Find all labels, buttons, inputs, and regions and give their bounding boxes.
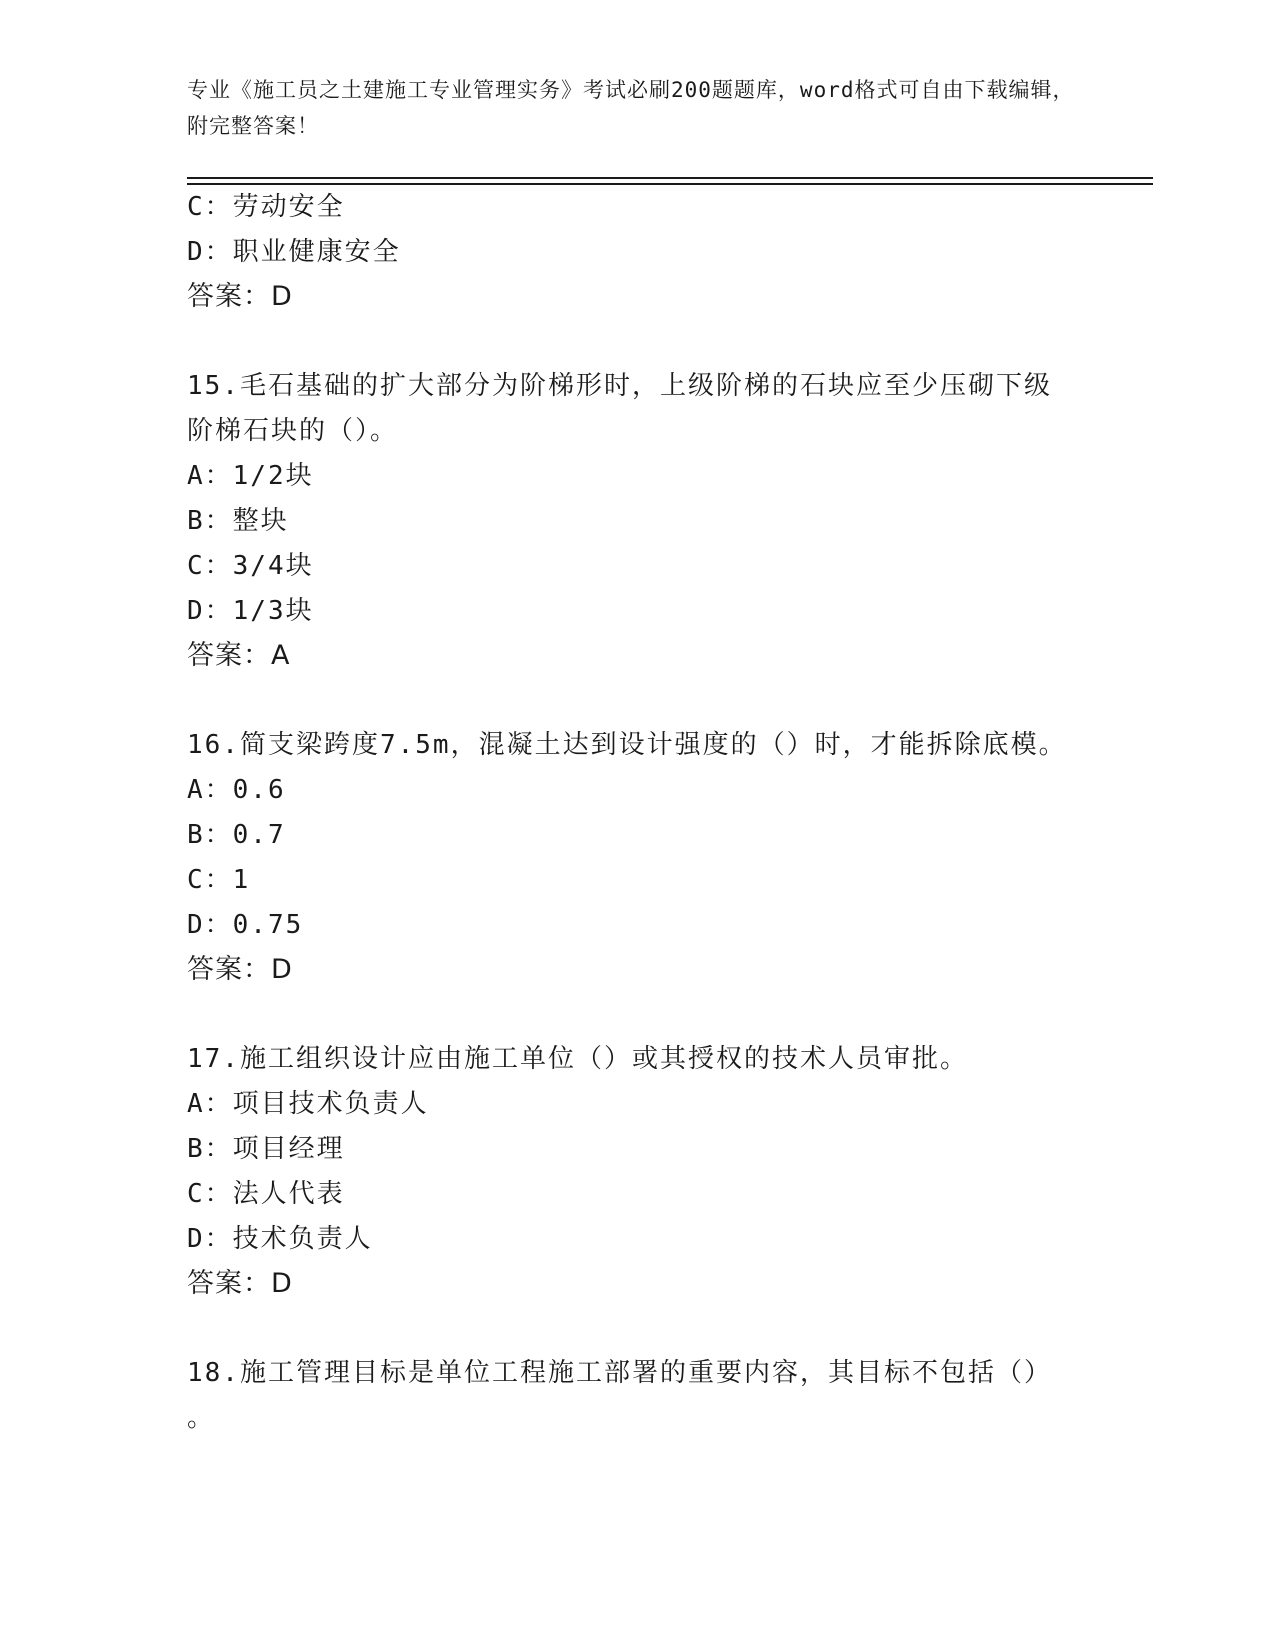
question-16-stem: 16.简支梁跨度7.5m，混凝土达到设计强度的（）时，才能拆除底模。	[187, 730, 1067, 760]
header-rule-bottom	[187, 183, 1153, 185]
option-a: A：0.6	[187, 775, 286, 805]
answer: 答案：D	[187, 954, 293, 985]
option-b: B：项目经理	[187, 1134, 345, 1164]
option-c: C：1	[187, 865, 251, 895]
answer: 答案：D	[187, 281, 293, 312]
option-c: C：法人代表	[187, 1179, 345, 1209]
answer: 答案：D	[187, 1268, 293, 1299]
answer: 答案：A	[187, 640, 291, 671]
option-c: C：3/4块	[187, 551, 314, 581]
option-b: B：整块	[187, 506, 289, 536]
option-b: B：0.7	[187, 820, 286, 850]
question-15-stem: 15.毛石基础的扩大部分为阶梯形时，上级阶梯的石块应至少压砌下级	[187, 371, 1052, 401]
option-d: D：0.75	[187, 910, 304, 940]
question-15-stem-cont: 阶梯石块的（）。	[187, 416, 399, 446]
option-a: A：1/2块	[187, 461, 314, 491]
option-d: D：职业健康安全	[187, 237, 401, 267]
option-d: D：技术负责人	[187, 1224, 373, 1254]
option-a: A：项目技术负责人	[187, 1089, 429, 1119]
question-17-stem: 17.施工组织设计应由施工单位（）或其授权的技术人员审批。	[187, 1044, 968, 1074]
question-18-stem-cont: 。	[187, 1403, 216, 1433]
document-header: 专业《施工员之土建施工专业管理实务》考试必刷200题题库，word格式可自由下载编辑，附完整答案！	[187, 78, 1075, 138]
header-rule-top	[187, 177, 1153, 179]
option-d: D：1/3块	[187, 596, 314, 626]
question-18-stem: 18.施工管理目标是单位工程施工部署的重要内容，其目标不包括（）	[187, 1358, 1052, 1388]
option-c: C：劳动安全	[187, 192, 345, 222]
